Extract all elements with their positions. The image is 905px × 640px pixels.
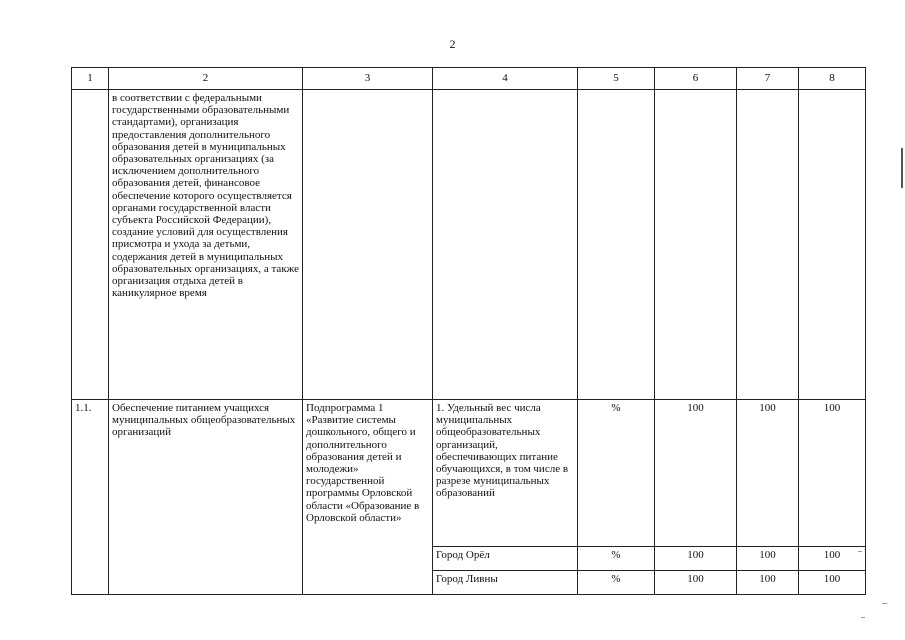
header-cell: 7 bbox=[737, 68, 799, 90]
unit-cell: % bbox=[578, 547, 655, 571]
municipality-name: Город Ливны bbox=[433, 571, 578, 595]
table-row-1-1 bbox=[72, 400, 866, 547]
value-cell: 100 bbox=[799, 400, 866, 547]
header-cell: 5 bbox=[578, 68, 655, 90]
value-cell: 100 bbox=[799, 571, 866, 595]
header-cell: 3 bbox=[303, 68, 433, 90]
row-number: 1.1. bbox=[72, 400, 109, 595]
header-row bbox=[72, 68, 866, 90]
value-cell: 100 bbox=[737, 400, 799, 547]
scan-artifact-mark bbox=[861, 617, 865, 618]
value-cell: 100 bbox=[799, 547, 866, 571]
header-cell: 6 bbox=[655, 68, 737, 90]
program-text: Подпрограмма 1 «Развитие системы дошкольного, общего и дополнительного образования детей и молодежи» государственной программы Орловской области «Образование в Орловской области» bbox=[303, 400, 433, 595]
task-text: Обеспечение питанием учащихся муниципальных общеобразовательных организаций bbox=[109, 400, 303, 595]
value-cell: 100 bbox=[655, 400, 737, 547]
value-cell: 100 bbox=[655, 547, 737, 571]
unit-cell: % bbox=[578, 571, 655, 595]
header-cell: 8 bbox=[799, 68, 866, 90]
municipality-name: Город Орёл bbox=[433, 547, 578, 571]
indicator-text: 1. Удельный вес числа муниципальных общеобразовательных организаций, обеспечивающих питание обучающихся, в том числе в разрезе муниципальных образований bbox=[433, 400, 578, 547]
indicators-table bbox=[71, 67, 866, 595]
scan-artifact-line bbox=[901, 148, 903, 188]
value-cell: 100 bbox=[737, 547, 799, 571]
header-cell: 2 bbox=[109, 68, 303, 90]
table-row-continuation bbox=[72, 90, 866, 400]
value-cell: 100 bbox=[655, 571, 737, 595]
scan-artifact-mark bbox=[858, 551, 862, 552]
header-cell: 1 bbox=[72, 68, 109, 90]
unit-cell: % bbox=[578, 400, 655, 547]
page-number: 2 bbox=[449, 37, 456, 51]
header-cell: 4 bbox=[433, 68, 578, 90]
value-cell: 100 bbox=[737, 571, 799, 595]
continuation-text: в соответствии с федеральными государственными образовательными стандартами), организация предоставления дополнительного образования детей в муниципальных образовательных организациях (за исключением дополнительного образования детей, финансовое обеспечение которого осуществляется органами государственной власти субъекта Российской Федерации), создание условий для осуществления присмотра и ухода за детьми, содержания детей в муниципальных образовательных организациях, а также организация отдыха детей в каникулярное время bbox=[109, 90, 303, 400]
scan-artifact-mark bbox=[882, 603, 887, 604]
